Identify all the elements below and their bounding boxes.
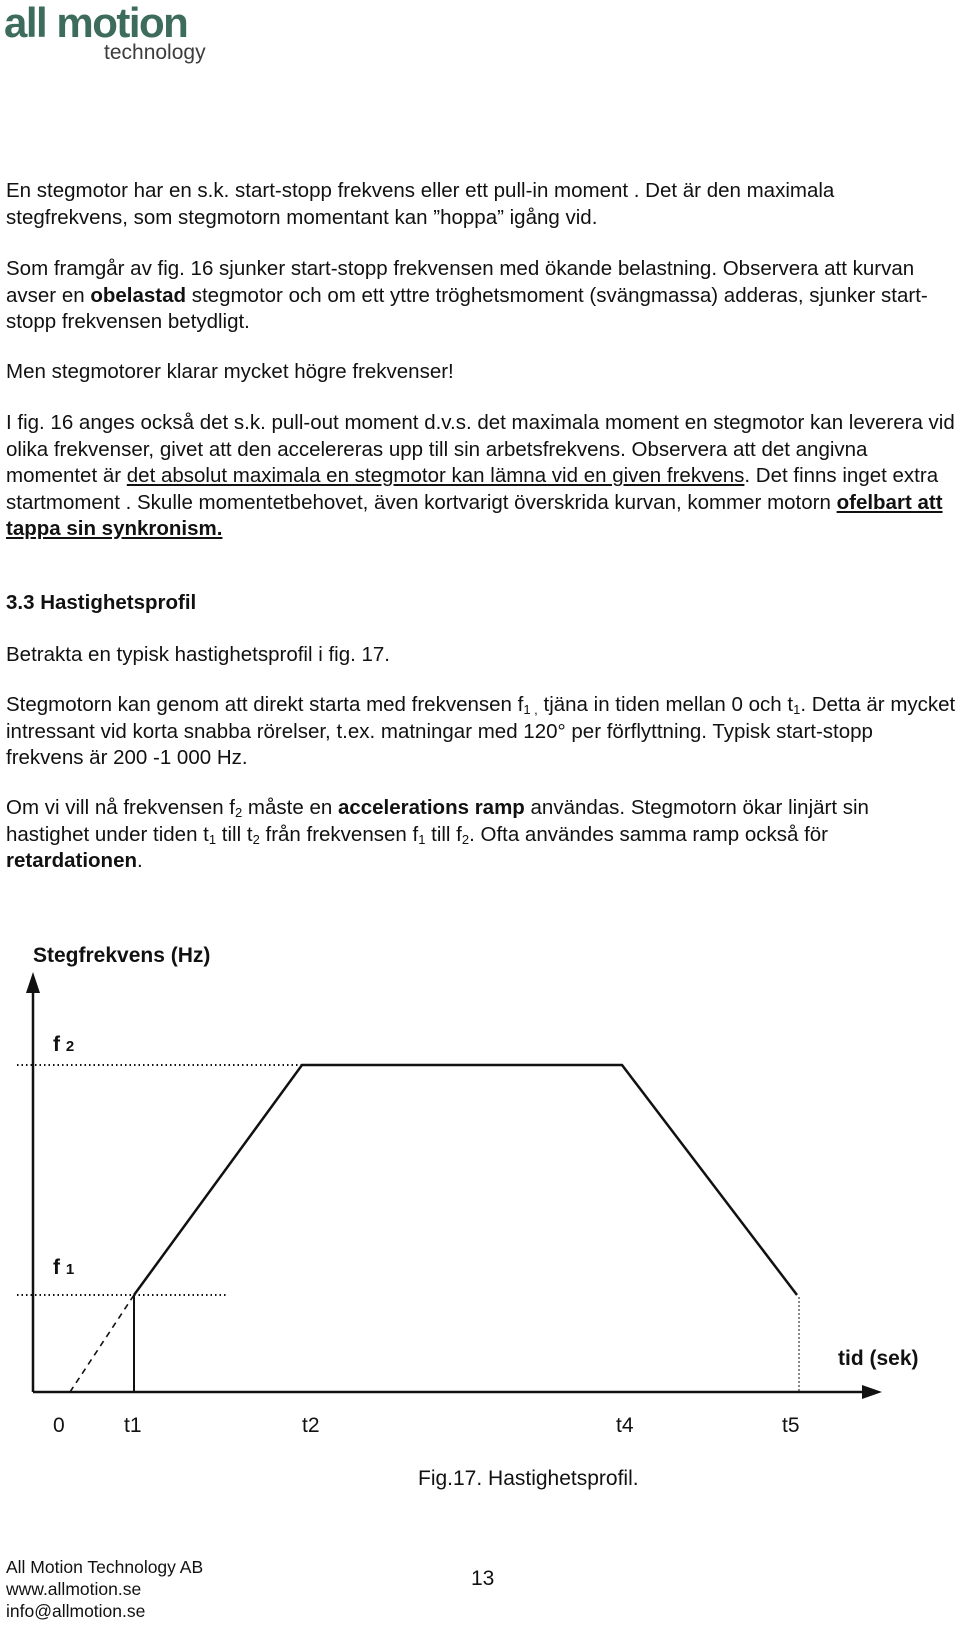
section-heading: 3.3 Hastighetsprofil: [6, 591, 197, 614]
paragraph-text: En stegmotor har en s.k. start-stopp frekvens eller ett pull-in moment . Det är den maximala stegfrekvens, som stegmotorn momentant kan ”hoppa” igång vid.: [6, 179, 835, 229]
subscript: 1 ,: [523, 702, 538, 717]
x-axis-label-text: tid (sek): [838, 1347, 919, 1370]
paragraph-text: måste en: [242, 796, 338, 819]
y-axis-label-text: Stegfrekvens (Hz): [33, 944, 211, 967]
subscript: 1: [793, 702, 801, 717]
paragraph-text: Stegmotorn kan genom att direkt starta med frekvensen f: [6, 693, 524, 716]
paragraph-text: I fig. 16 anges också det s.k. pull-out moment d.v.s. det maximala moment en stegmotor kan leverera vid olika frekvenser, givet att den accelereras upp till sin arbetsfrekvens. Observera att det angivna momentet är: [6, 411, 955, 487]
x-axis-label: [838, 1348, 919, 1369]
x-tick-label: t5: [782, 1414, 800, 1437]
paragraph-text: Men stegmotorer klarar mycket högre frekvenser!: [6, 360, 454, 383]
paragraph-text: Som framgår av fig. 16 sjunker start-stopp frekvensen med ökande belastning. Observera att kurvan avser en: [6, 257, 915, 307]
paragraph-text: Betrakta en typisk hastighetsprofil i fig. 17.: [6, 643, 391, 666]
footer-company: All Motion Technology AB: [6, 1557, 204, 1577]
logo-tagline: technology: [104, 41, 206, 64]
bold-text: accelerations ramp: [337, 796, 525, 819]
paragraph-text: stegmotor och om ett yttre tröghetsmoment (svängmassa) adderas, sjunker start-stopp frekvensen betydligt.: [6, 283, 928, 333]
footer-email-link[interactable]: info@allmotion.se: [6, 1601, 146, 1621]
logo-wordmark: all motion: [4, 0, 188, 46]
extrapolation-line: [70, 1295, 134, 1392]
subscript: 2: [252, 831, 260, 847]
paragraph-text: Om vi vill nå frekvensen f: [6, 796, 235, 819]
subscript: 1: [418, 831, 426, 847]
series-line-profile: [134, 1065, 797, 1295]
footer-website-link[interactable]: www.allmotion.se: [6, 1579, 142, 1599]
f2-label: [53, 1034, 74, 1055]
paragraph-text: från frekvensen f: [259, 822, 419, 846]
paragraph-text: . Detta är mycket intressant vid korta snabba rörelser, t.ex. matningar med 120° per förflyttning. Typisk start-stopp frekvens är 200 -1 000 Hz.: [6, 693, 956, 769]
x-tick-label: 0: [53, 1414, 65, 1437]
page-number: 13: [471, 1567, 495, 1590]
f2-label-text: f: [53, 1033, 66, 1056]
figure-caption: Fig.17. Hastighetsprofil.: [418, 1467, 639, 1490]
subscript: 2: [461, 831, 470, 847]
underlined-text: det absolut maximala en stegmotor kan lämna vid en given frekvens: [126, 464, 745, 487]
subscript: 1: [208, 831, 217, 847]
paragraph-text: till f: [425, 822, 462, 846]
f2-label-subscript: 2: [65, 1038, 75, 1055]
bold-text: obelastad: [90, 283, 187, 307]
paragraph-text: . Ofta användes samma ramp också för: [469, 822, 829, 846]
subscript: 2: [235, 805, 243, 820]
x-tick-label: t1: [124, 1414, 142, 1437]
bold-underlined-text: ofelbart att tappa sin synkronism.: [6, 490, 943, 540]
x-tick-label: t2: [302, 1414, 320, 1437]
y-axis-label: [33, 945, 210, 966]
paragraph-text: till t: [216, 822, 253, 846]
paragraph-text: användas. Stegmotorn ökar linjärt sin hastighet under tiden t: [6, 796, 869, 846]
x-tick-label: t4: [616, 1414, 634, 1437]
footer-contact: [6, 1556, 203, 1622]
bold-text: retardationen: [6, 849, 137, 872]
paragraph-text: . Det finns inget extra startmoment . Skulle momentetbehovet, även kortvarigt överskrida kurvan, kommer motorn: [6, 464, 939, 514]
paragraph-text: .: [137, 849, 143, 872]
f1-label-subscript: 1: [65, 1261, 75, 1278]
paragraph-text: tjäna in tiden mellan 0 och t: [537, 693, 794, 716]
y-axis-arrow: [26, 972, 40, 993]
f1-label-text: f: [53, 1256, 66, 1279]
f1-label: [53, 1257, 74, 1278]
x-axis-arrow: [862, 1385, 882, 1399]
